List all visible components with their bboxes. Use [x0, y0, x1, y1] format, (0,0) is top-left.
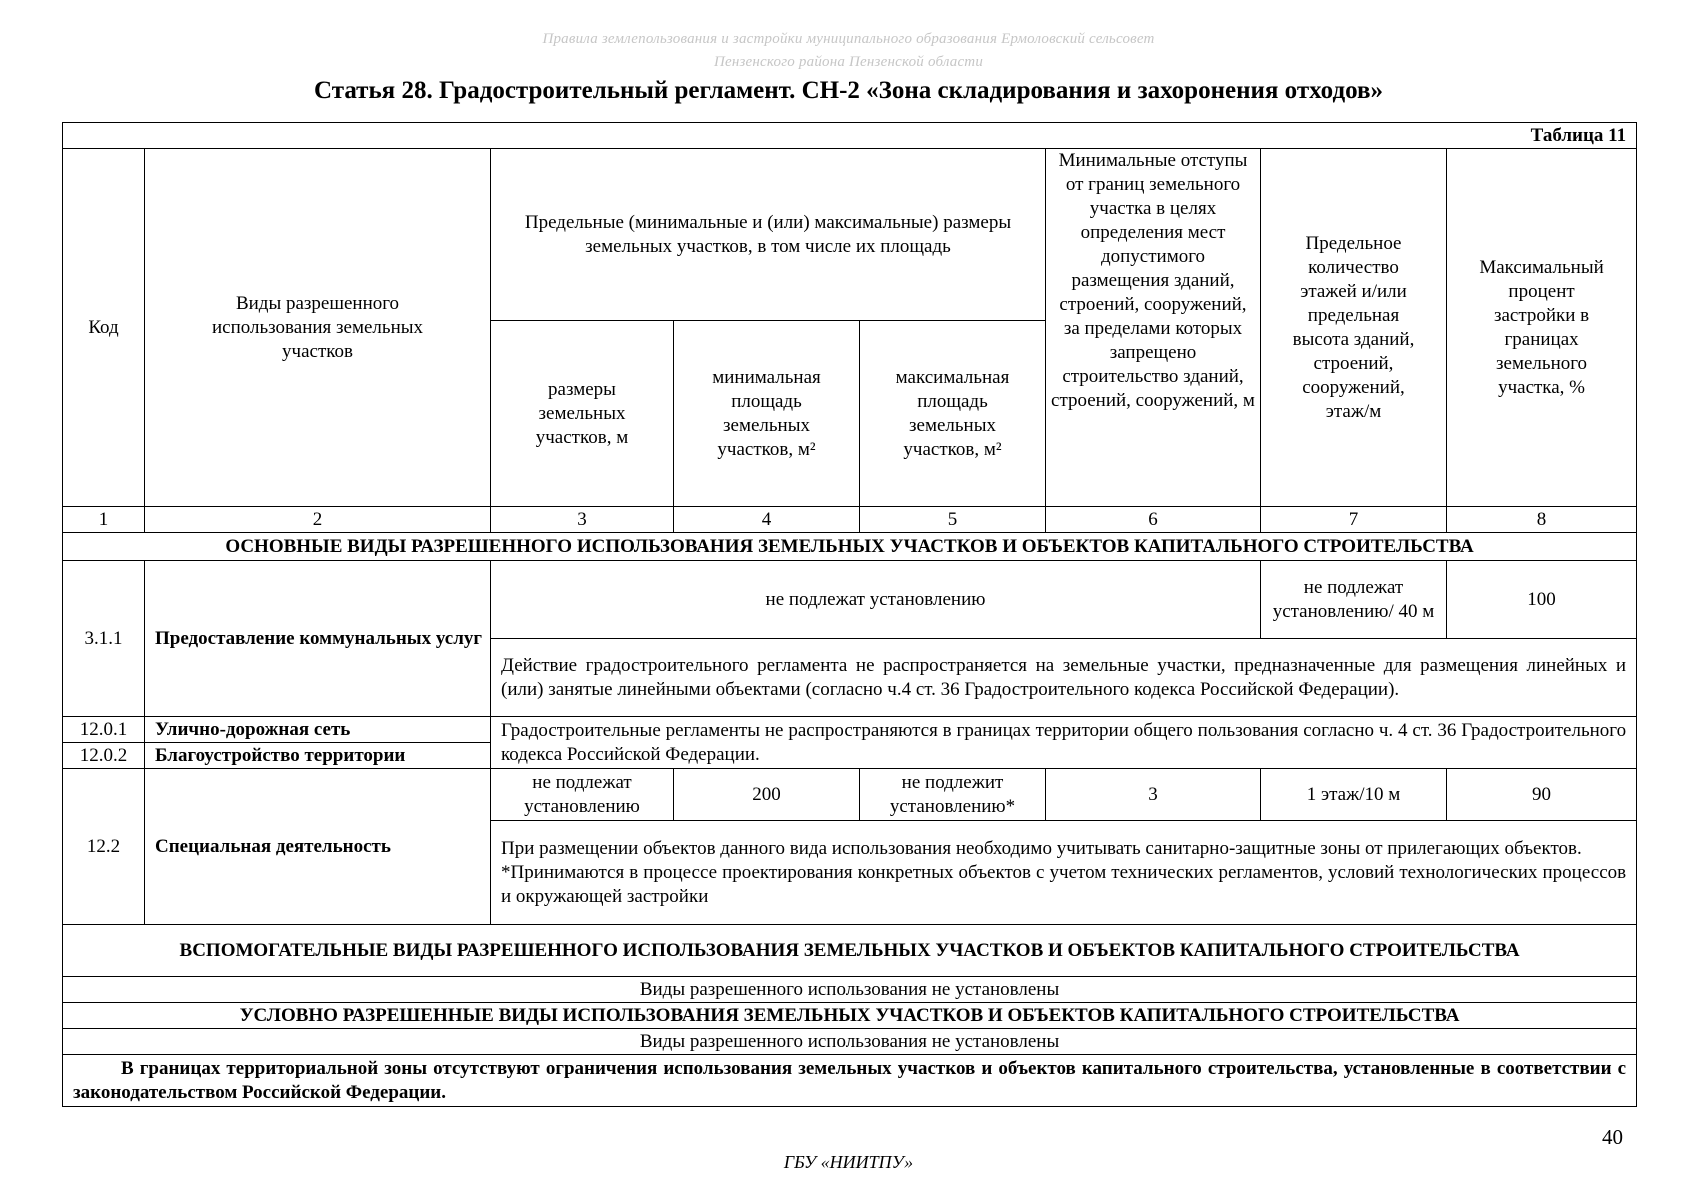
row-max-percent: 90: [1447, 769, 1637, 821]
header-max-area: максимальная площадь земельных участков, м²: [860, 321, 1046, 507]
row-max-percent: 100: [1447, 561, 1637, 639]
row-use-name: Специальная деятельность: [145, 769, 491, 925]
section-cond-heading: УСЛОВНО РАЗРЕШЕННЫЕ ВИДЫ ИСПОЛЬЗОВАНИЯ ЗЕМЕЛЬНЫХ УЧАСТКОВ И ОБЪЕКТОВ КАПИТАЛЬНОГО СТРОИТЕЛЬСТВА: [63, 1003, 1637, 1029]
row-setbacks: 3: [1046, 769, 1261, 821]
final-note: В границах территориальной зоны отсутствуют ограничения использования земельных участков и объектов капитального строительства, установленные в соответствии с законодательством Российской Федерации.: [63, 1055, 1637, 1107]
column-number: 4: [674, 507, 860, 533]
aux-none-text: Виды разрешенного использования не установлены: [63, 977, 1637, 1003]
row-use-name: Улично-дорожная сеть: [145, 717, 491, 743]
header-floors: Предельное количество этажей и/или предельная высота зданий, строений, сооружений, этаж/м: [1261, 149, 1447, 507]
row-note-line: При размещении объектов данного вида использования необходимо учитывать санитарно-защитные зоны от прилегающих объектов.: [501, 837, 1582, 859]
row-note: [491, 821, 1637, 925]
header-code: Код: [63, 149, 145, 507]
column-number: 7: [1261, 507, 1447, 533]
section-main-row: [63, 533, 1637, 561]
table-row: [63, 769, 1637, 821]
column-number: 5: [860, 507, 1046, 533]
row-use-name: Предоставление коммунальных услуг: [145, 561, 491, 717]
table-row: [63, 561, 1637, 639]
header-min-area: минимальная площадь земельных участков, м²: [674, 321, 860, 507]
column-number: 3: [491, 507, 674, 533]
table-row: [63, 717, 1637, 743]
row-use-name: Благоустройство территории: [145, 743, 491, 769]
row-code: 12.0.1: [63, 717, 145, 743]
table-caption: Таблица 11: [63, 123, 1637, 149]
header-sizes: размеры земельных участков, м: [491, 321, 674, 507]
row-code: 12.0.2: [63, 743, 145, 769]
row-min-area: 200: [674, 769, 860, 821]
header-row-1: [63, 149, 1637, 321]
row-max-area: не подлежит установлению*: [860, 769, 1046, 821]
row-code: 3.1.1: [63, 561, 145, 717]
row-floors: 1 этаж/10 м: [1261, 769, 1447, 821]
column-number: 1: [63, 507, 145, 533]
table-row: [63, 1055, 1637, 1107]
section-main-heading: ОСНОВНЫЕ ВИДЫ РАЗРЕШЕННОГО ИСПОЛЬЗОВАНИЯ ЗЕМЕЛЬНЫХ УЧАСТКОВ И ОБЪЕКТОВ КАПИТАЛЬНОГО СТРОИТЕЛЬСТВА: [63, 533, 1637, 561]
cond-none-text: Виды разрешенного использования не установлены: [63, 1029, 1637, 1055]
running-header-line-2: Пензенского района Пензенской области: [713, 54, 984, 70]
row-note: Действие градостроительного регламента не распространяется на земельные участки, предназначенные для размещения линейных и (или) занятые линейными объектами (согласно ч.4 ст. 36 Градостроительного кодекса Российской Федерации).: [491, 639, 1637, 717]
header-limit-sizes: Предельные (минимальные и (или) максимальные) размеры земельных участков, в том числе их площадь: [491, 149, 1046, 321]
header-max-percent: Максимальный процент застройки в границах земельного участка, %: [1447, 149, 1637, 507]
column-number-row: [63, 507, 1637, 533]
regulation-table: [62, 122, 1637, 1107]
header-setbacks: Минимальные отступы от границ земельного участка в целях определения мест допустимого размещения зданий, строений, сооружений, за пределами которых запрещено строительство зданий, строений, сооружений, м: [1046, 149, 1261, 507]
section-aux-heading: ВСПОМОГАТЕЛЬНЫЕ ВИДЫ РАЗРЕШЕННОГО ИСПОЛЬЗОВАНИЯ ЗЕМЕЛЬНЫХ УЧАСТКОВ И ОБЪЕКТОВ КАПИТАЛЬНОГО СТРОИТЕЛЬСТВА: [63, 925, 1637, 977]
row-note: Градостроительные регламенты не распространяются в границах территории общего пользования согласно ч. 4 ст. 36 Градостроительного кодекса Российской Федерации.: [491, 717, 1637, 769]
header-use-types: Виды разрешенного использования земельных участков: [145, 149, 491, 507]
running-header-line-1: Правила землепользования и застройки муниципального образования Ермоловский сельсовет: [542, 31, 1155, 47]
table-row: [63, 977, 1637, 1003]
column-number: 6: [1046, 507, 1261, 533]
row-floors: не подлежат установлению/ 40 м: [1261, 561, 1447, 639]
table-row: [63, 1029, 1637, 1055]
row-params-not-set: не подлежат установлению: [491, 561, 1261, 639]
row-note-line: *Принимаются в процессе проектирования конкретных объектов с учетом технических регламентов, условий технологических процессов и окружающей застройки: [501, 861, 1627, 907]
section-cond-row: [63, 1003, 1637, 1029]
section-aux-row: [63, 925, 1637, 977]
row-sizes: не подлежат установлению: [491, 769, 674, 821]
article-title: Статья 28. Градостроительный регламент. СН-2 «Зона складирования и захоронения отходов»: [314, 77, 1383, 104]
column-number: 2: [145, 507, 491, 533]
footer-organization: ГБУ «НИИТПУ»: [783, 1152, 914, 1172]
table-caption-row: [63, 123, 1637, 149]
row-code: 12.2: [63, 769, 145, 925]
column-number: 8: [1447, 507, 1637, 533]
page-number: 40: [1602, 1125, 1623, 1149]
